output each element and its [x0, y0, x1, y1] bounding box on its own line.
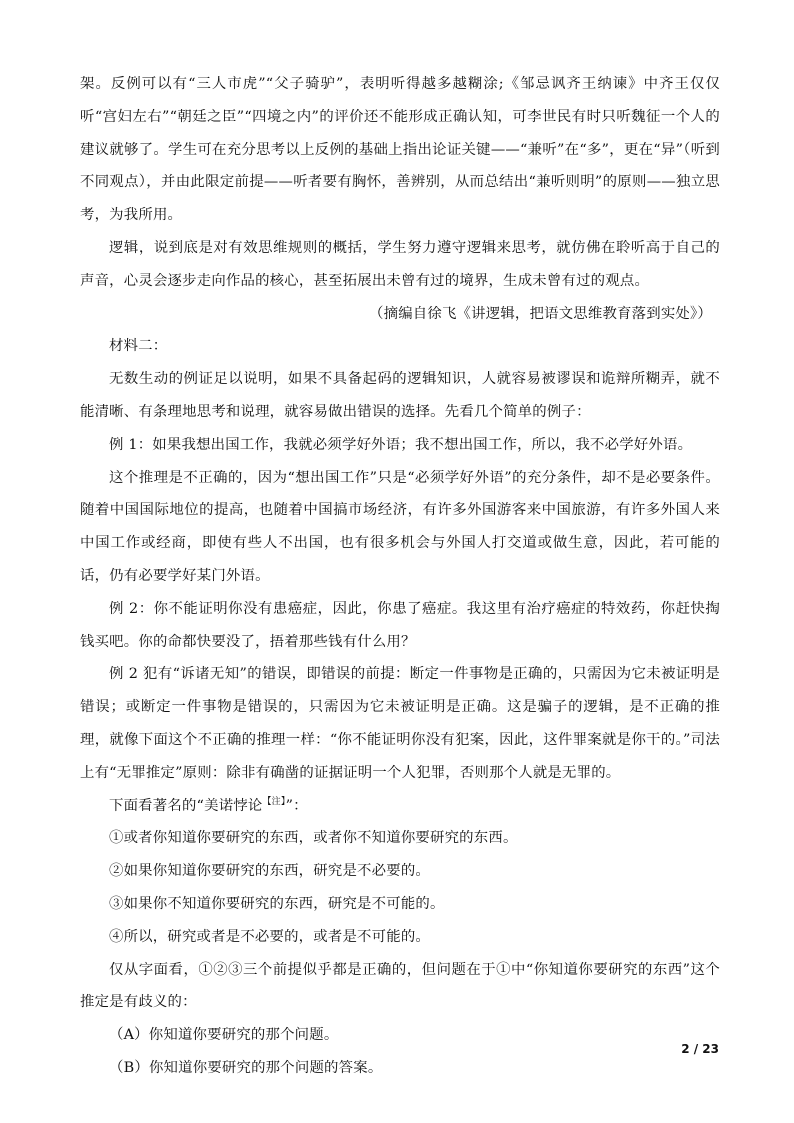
- list-item: ①或者你知道你要研究的东西，或者你不知道你要研究的东西。: [109, 830, 518, 847]
- paragraph-text: 下面看著名的“美诺悖论: [109, 797, 263, 814]
- paragraph: 仅从字面看，①②③三个前提似乎都是正确的，但问题在于①中“你知道你要研究的东西”这个推定是有歧义的：: [80, 961, 720, 1011]
- section-heading: 材料二：: [109, 338, 168, 355]
- paragraph: 无数生动的例证足以说明，如果不具备起码的逻辑知识，人就容易被谬误和诡辩所糊弄，就不能清晰、有条理地思考和说理，就容易做出错误的选择。先看几个简单的例子：: [80, 371, 720, 420]
- paragraph: 架。反例可以有“三人市虎”“父子骑驴”，表明听得越多越糊涂;《邹忌讽齐王纳谏》中齐王仅仅听“宫妇左右”“朝廷之臣”“四境之内”的评价还不能形成正确认知，可李世民有时只听魏征一个人的建议就够了。学生可在充分思考以上反例的基础上指出论证关键——“兼听”在“多”，更在“异”（听到不同观点），并由此限定前提——听者要有胸怀，善辨别，从而总结出“兼听则明”的原则——独立思考，为我所用。: [80, 76, 720, 224]
- paragraph: [80, 790, 720, 823]
- paragraph: 这个推理是不正确的，因为“想出国工作”只是“必须学好外语”的充分条件，却不是必要条件。随着中国国际地位的提高，也随着中国搞市场经济，有许多外国游客来中国旅游，有许多外国人来中国工作或经商，即使有些人不出国，也有很多机会与外国人打交道或做生意，因此，若可能的话，仍有必要学好某门外语。: [80, 469, 720, 584]
- source-citation: （摘编自徐飞《讲逻辑，把语文思维教育落到实处》）: [369, 305, 712, 322]
- list-item: （A）你知道你要研究的那个问题。: [109, 1027, 339, 1044]
- list-item: ②如果你知道你要研究的东西，研究是不必要的。: [109, 863, 430, 880]
- document-body: [80, 68, 720, 1085]
- example-paragraph: 例 2：你不能证明你没有患癌症，因此，你患了癌症。我这里有治疗癌症的特效药，你赶快掏钱买吧。你的命都快要没了，捂着那些钱有什么用？: [80, 600, 720, 650]
- list-item: （B）你知道你要研究的那个问题的答案。: [109, 1059, 383, 1076]
- list-item: ④所以，研究或者是不必要的，或者是不可能的。: [109, 928, 430, 945]
- page-number: 2 / 23: [681, 1042, 719, 1056]
- footnote-marker: 【注】: [262, 796, 286, 807]
- paragraph: 逻辑，说到底是对有效思维规则的概括，学生努力遵守逻辑来思考，就仿佛在聆听高于自己的声音，心灵会逐步走向作品的核心，甚至拓展出未曾有过的境界，生成未曾有过的观点。: [80, 239, 720, 289]
- quote-close: ”：: [285, 797, 308, 814]
- list-item: ③如果你不知道你要研究的东西，研究是不可能的。: [109, 895, 445, 912]
- paragraph: 例 2 犯有“诉诸无知”的错误，即错误的前提：断定一件事物是正确的，只需因为它未被证明是错误；或断定一件事物是错误的，只需因为它未被证明是正确。这是骗子的逻辑，是不正确的推理，就像下面这个不正确的推理一样：“你不能证明你没有犯案，因此，这件罪案就是你干的。”司法上有“无罪推定”原则：除非有确凿的证据证明一个人犯罪，否则那个人就是无罪的。: [80, 666, 720, 781]
- example-paragraph: 例 1：如果我想出国工作，我就必须学好外语；我不想出国工作，所以，我不必学好外语。: [109, 436, 693, 453]
